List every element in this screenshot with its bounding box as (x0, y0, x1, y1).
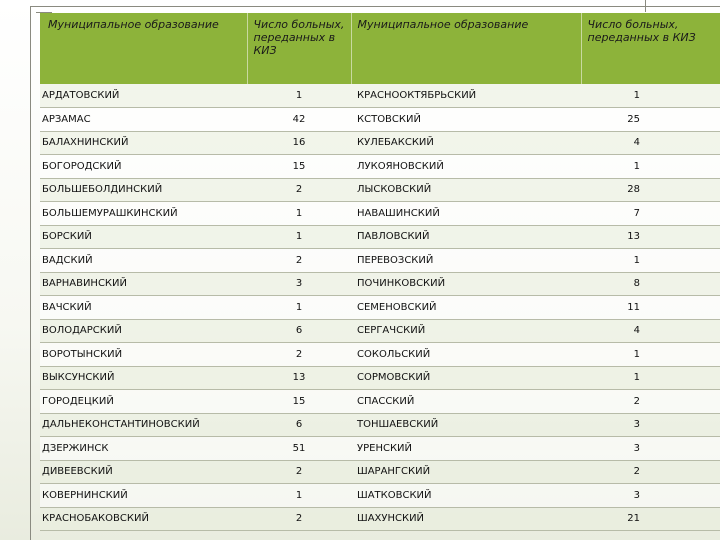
table-header-row (40, 13, 720, 84)
patients-count-right: 1 (581, 249, 720, 273)
frame-right-tick (645, 0, 646, 12)
patients-count-left: 6 (247, 413, 351, 437)
patients-count-right: 11 (581, 296, 720, 320)
table-row (40, 178, 720, 202)
header-patients-count-2: Число больных, переданных в КИЗ (581, 13, 720, 84)
municipality-name-right: СЕРГАЧСКИЙ (351, 319, 581, 343)
municipality-name-left: КРАСНОБАКОВСКИЙ (40, 507, 247, 531)
municipality-name-left: ГОРОДЕЦКИЙ (40, 390, 247, 414)
municipality-name-right: ПЕРЕВОЗСКИЙ (351, 249, 581, 273)
table-row (40, 366, 720, 390)
municipality-name-right: ШАРАНГСКИЙ (351, 460, 581, 484)
patients-count-right: 3 (581, 413, 720, 437)
municipality-name-left: ВАЧСКИЙ (40, 296, 247, 320)
municipality-name-left: ВАРНАВИНСКИЙ (40, 272, 247, 296)
frame-left-line (30, 6, 31, 540)
table-row (40, 507, 720, 531)
patients-count-right: 4 (581, 319, 720, 343)
patients-count-left: 1 (247, 225, 351, 249)
municipality-name-right: ШАХУНСКИЙ (351, 507, 581, 531)
table-row (40, 108, 720, 132)
municipality-name-right: СОРМОВСКИЙ (351, 366, 581, 390)
patients-count-left: 1 (247, 296, 351, 320)
patients-count-left: 2 (247, 507, 351, 531)
municipality-name-right: КУЛЕБАКСКИЙ (351, 131, 581, 155)
municipality-name-left: ДАЛЬНЕКОНСТАНТИНОВСКИЙ (40, 413, 247, 437)
municipality-name-left: АРЗАМАС (40, 108, 247, 132)
municipality-name-right: ПАВЛОВСКИЙ (351, 225, 581, 249)
table-row (40, 84, 720, 108)
table-row (40, 437, 720, 461)
patients-count-right: 7 (581, 202, 720, 226)
header-municipality-2: Муниципальное образование (351, 13, 581, 84)
patients-count-left: 2 (247, 460, 351, 484)
municipality-name-right: ТОНШАЕВСКИЙ (351, 413, 581, 437)
frame-top-line (30, 6, 720, 7)
patients-count-left: 6 (247, 319, 351, 343)
municipality-name-left: ВЫКСУНСКИЙ (40, 366, 247, 390)
table-row (40, 131, 720, 155)
table-row (40, 319, 720, 343)
patients-count-right: 3 (581, 484, 720, 508)
municipality-name-right: НАВАШИНСКИЙ (351, 202, 581, 226)
patients-count-right: 3 (581, 437, 720, 461)
table-row (40, 413, 720, 437)
patients-count-left: 2 (247, 249, 351, 273)
patients-count-left: 16 (247, 131, 351, 155)
patients-count-left: 3 (247, 272, 351, 296)
patients-count-right: 1 (581, 84, 720, 108)
table-row (40, 484, 720, 508)
patients-count-right: 2 (581, 390, 720, 414)
patients-count-left: 2 (247, 178, 351, 202)
patients-count-left: 15 (247, 155, 351, 179)
municipality-name-left: ВОРОТЫНСКИЙ (40, 343, 247, 367)
municipality-name-right: КСТОВСКИЙ (351, 108, 581, 132)
patients-count-left: 1 (247, 202, 351, 226)
patients-count-left: 51 (247, 437, 351, 461)
patients-count-right: 1 (581, 343, 720, 367)
patients-count-right: 1 (581, 366, 720, 390)
table-row (40, 155, 720, 179)
patients-count-right: 13 (581, 225, 720, 249)
patients-count-right: 25 (581, 108, 720, 132)
municipality-name-right: ШАТКОВСКИЙ (351, 484, 581, 508)
municipality-name-right: СПАССКИЙ (351, 390, 581, 414)
header-municipality-1: Муниципальное образование (40, 13, 247, 84)
table-row (40, 390, 720, 414)
municipality-name-left: БОЛЬШЕМУРАШКИНСКИЙ (40, 202, 247, 226)
municipality-name-right: ЛЫСКОВСКИЙ (351, 178, 581, 202)
municipality-name-left: ДЗЕРЖИНСК (40, 437, 247, 461)
municipality-name-right: СОКОЛЬСКИЙ (351, 343, 581, 367)
patients-count-right: 2 (581, 460, 720, 484)
patients-count-right: 28 (581, 178, 720, 202)
municipality-name-right: ЛУКОЯНОВСКИЙ (351, 155, 581, 179)
municipality-name-right: КРАСНООКТЯБРЬСКИЙ (351, 84, 581, 108)
patients-table (40, 13, 720, 531)
municipality-name-left: БОГОРОДСКИЙ (40, 155, 247, 179)
header-patients-count-1: Число больных, переданных в КИЗ (247, 13, 351, 84)
patients-count-left: 1 (247, 84, 351, 108)
municipality-name-left: БОРСКИЙ (40, 225, 247, 249)
municipality-name-left: ДИВЕЕВСКИЙ (40, 460, 247, 484)
patients-count-right: 8 (581, 272, 720, 296)
table-row (40, 249, 720, 273)
patients-count-left: 1 (247, 484, 351, 508)
municipality-name-left: КОВЕРНИНСКИЙ (40, 484, 247, 508)
municipality-name-right: СЕМЕНОВСКИЙ (351, 296, 581, 320)
municipality-name-left: АРДАТОВСКИЙ (40, 84, 247, 108)
table-body (40, 84, 720, 531)
patients-count-left: 15 (247, 390, 351, 414)
patients-count-right: 1 (581, 155, 720, 179)
table-row (40, 296, 720, 320)
patients-count-right: 21 (581, 507, 720, 531)
municipality-name-left: ВАДСКИЙ (40, 249, 247, 273)
municipality-name-right: ПОЧИНКОВСКИЙ (351, 272, 581, 296)
patients-count-left: 13 (247, 366, 351, 390)
table-row (40, 202, 720, 226)
table-row (40, 460, 720, 484)
patients-count-left: 42 (247, 108, 351, 132)
municipality-name-left: ВОЛОДАРСКИЙ (40, 319, 247, 343)
patients-count-right: 4 (581, 131, 720, 155)
table-row (40, 343, 720, 367)
municipality-name-right: УРЕНСКИЙ (351, 437, 581, 461)
municipality-name-left: БОЛЬШЕБОЛДИНСКИЙ (40, 178, 247, 202)
municipality-name-left: БАЛАХНИНСКИЙ (40, 131, 247, 155)
table-row (40, 225, 720, 249)
patients-count-left: 2 (247, 343, 351, 367)
table-row (40, 272, 720, 296)
